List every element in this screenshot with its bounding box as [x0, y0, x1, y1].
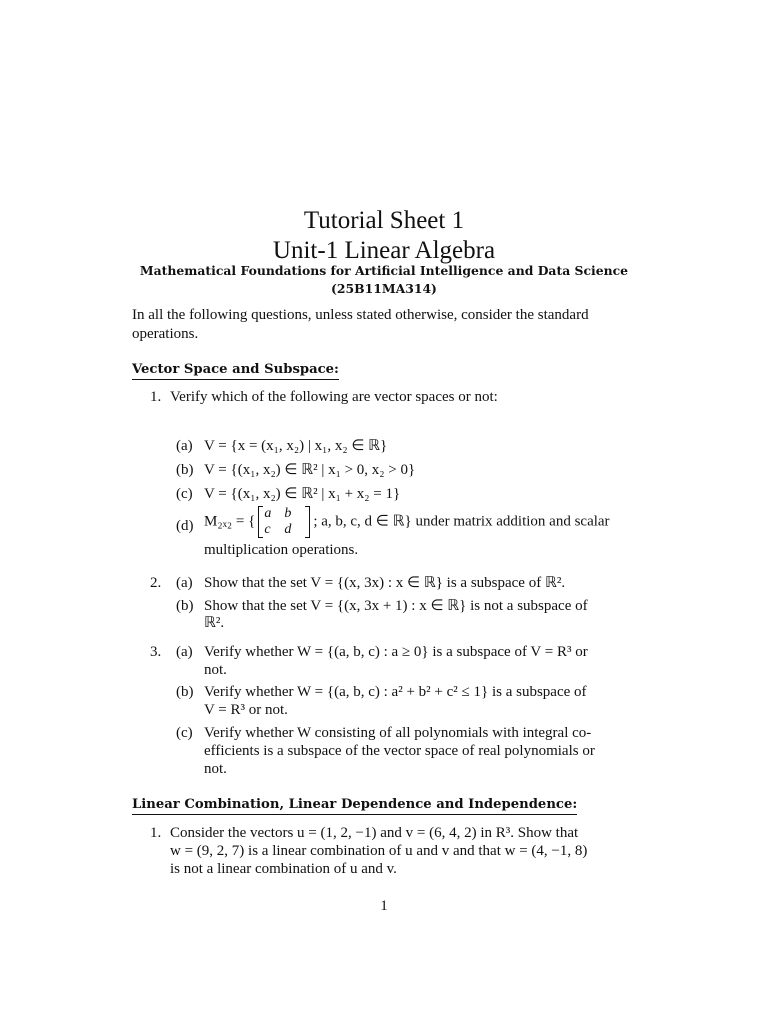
matrix-entry: c	[264, 522, 271, 537]
question-number: 2.	[150, 575, 162, 591]
item-label: (b)	[176, 598, 194, 614]
question-text-continued: w = (9, 2, 7) is a linear combination of u and v and that w = (4, −1, 8)	[170, 843, 588, 859]
section-heading-linear-combination: Linear Combination, Linear Dependence and Independence:	[132, 797, 577, 815]
title-line-2: Unit-1 Linear Algebra	[272, 237, 496, 264]
item-text: Show that the set V = {(x, 3x + 1) : x ∈ ℝ} is not a subspace of	[204, 598, 588, 614]
item-label: (c)	[176, 486, 193, 502]
intro-paragraph: In all the following questions, unless stated otherwise, consider the standard operations.	[132, 307, 589, 342]
question-number: 1.	[150, 825, 162, 841]
item-label: (b)	[176, 462, 194, 478]
matrix-2x2	[258, 506, 310, 538]
course-code: (25B11MA314)	[331, 281, 437, 296]
question-text-continued: is not a linear combination of u and v.	[170, 861, 397, 877]
item-text: V = {(x₁, x₂) ∈ ℝ² | x₁ + x₂ = 1}	[204, 486, 401, 502]
item-text-continued: efficients is a subspace of the vector space of real polynomials or	[204, 743, 595, 759]
question-text: Verify which of the following are vector spaces or not:	[170, 389, 498, 405]
matrix-entry: b	[284, 506, 292, 521]
matrix-entry: a	[264, 506, 272, 521]
item-label: (a)	[176, 575, 193, 591]
item-text-continued: not.	[204, 761, 227, 777]
section-heading-vector-space: Vector Space and Subspace:	[132, 362, 339, 380]
item-text-continued: multiplication operations.	[204, 542, 359, 558]
item-label: (a)	[176, 438, 193, 454]
matrix-suffix: ; a, b, c, d ∈ ℝ} under matrix addition and scalar	[313, 513, 610, 530]
item-label: (a)	[176, 644, 193, 660]
item-text: V = {x = (x₁, x₂) | x₁, x₂ ∈ ℝ}	[204, 438, 388, 454]
matrix-entry: d	[284, 522, 292, 537]
question-number: 3.	[150, 644, 162, 660]
item-text-continued: V = R³ or not.	[204, 702, 288, 718]
item-text: Show that the set V = {(x, 3x) : x ∈ ℝ} is a subspace of ℝ².	[204, 575, 566, 591]
item-text: V = {(x₁, x₂) ∈ ℝ² | x₁ > 0, x₂ > 0}	[204, 462, 416, 478]
item-text-continued: ℝ².	[204, 615, 225, 631]
item-text: Verify whether W = {(a, b, c) : a² + b² + c² ≤ 1} is a subspace of	[204, 684, 587, 700]
item-text: Verify whether W consisting of all polynomials with integral co-	[204, 725, 592, 741]
page-number: 1	[380, 898, 388, 914]
matrix-prefix: M₂ₓ₂ = {	[204, 513, 256, 530]
item-text-matrix	[204, 506, 610, 538]
question-number: 1.	[150, 389, 162, 405]
item-label: (b)	[176, 684, 194, 700]
title-line-1: Tutorial Sheet 1	[303, 207, 465, 234]
question-text: Consider the vectors u = (1, 2, −1) and v = (6, 4, 2) in R³. Show that	[170, 825, 579, 841]
item-label: (d)	[176, 518, 194, 534]
item-text-continued: not.	[204, 662, 227, 678]
item-label: (c)	[176, 725, 193, 741]
course-name: Mathematical Foundations for Artificial Intelligence and Data Science	[139, 263, 629, 278]
item-text: Verify whether W = {(a, b, c) : a ≥ 0} is a subspace of V = R³ or	[204, 644, 588, 660]
